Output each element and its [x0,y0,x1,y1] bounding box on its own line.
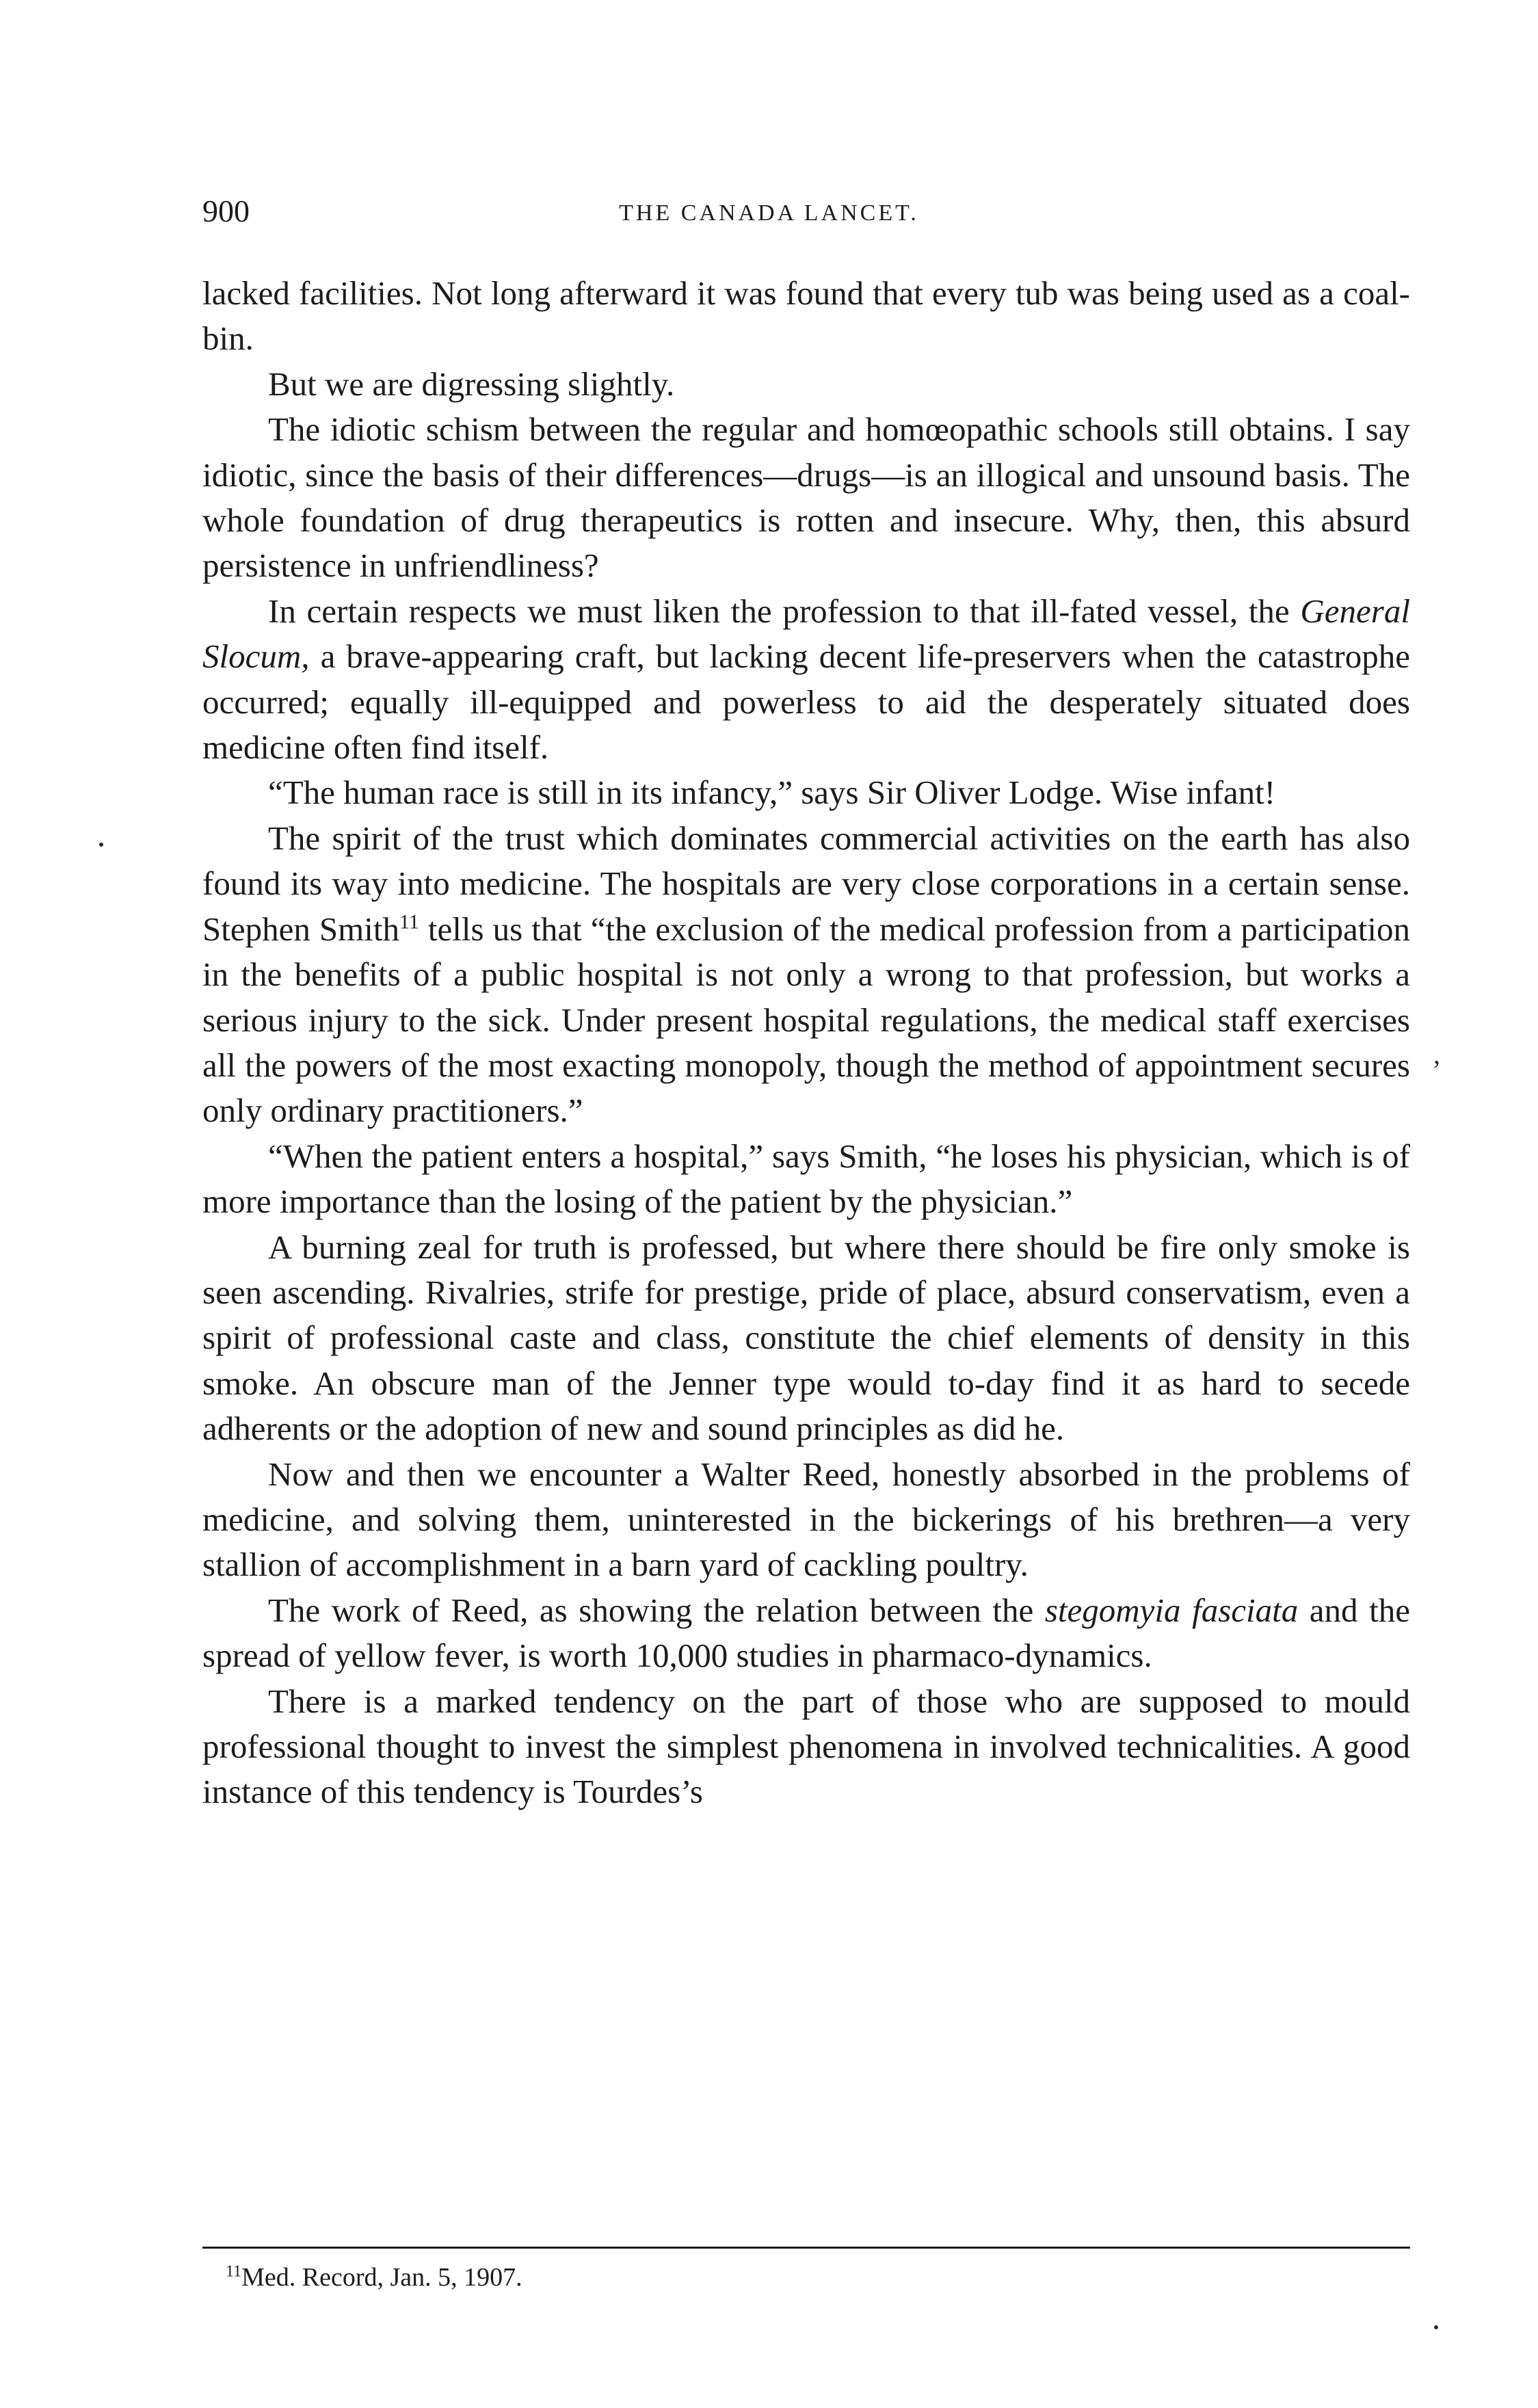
italic-term: stegomyia fasciata [1044,1591,1299,1629]
paragraph [202,1225,1410,1452]
text-run: The work of Reed, as showing the relation between the [268,1591,1045,1629]
text-run: and the spread of yellow fever, is worth 10,000 studies in pharmaco-dynamics. [202,1591,1410,1675]
italic-term: General Slocum, [202,592,1410,676]
text-run: But we are digressing slightly. [268,365,675,403]
text-run: In certain respects we must liken the profession to that ill-fated vessel, the [268,592,1301,630]
paragraph [202,362,1410,407]
page-number: 900 [202,194,250,228]
paragraph [202,770,1410,815]
paragraph [202,1679,1410,1815]
text-run: There is a marked tendency on the part of those who are supposed to mould professional thought to invest the simplest phenomena in involved technicalities. A good instance of this tendency is Tourdes’s [202,1682,1410,1811]
text-run: The idiotic schism between the regular and homœopathic schools still obtains. I say idiotic, since the basis of their differences—drugs—is an illogical and unsound basis. The whole foundation of drug therapeutics is rotten and insecure. Why, then, this absurd persistence in unfriendliness? [202,410,1410,585]
text-run: “The human race is still in its infancy,” says Sir Oliver Lodge. Wise infant! [268,773,1276,812]
paragraph [202,1588,1410,1679]
footnote-divider [202,2247,1410,2249]
paragraph [202,407,1410,589]
margin-tick-right: ʼ [1432,1055,1442,1085]
text-run: A burning zeal for truth is professed, but where there should be fire only smoke is seen ascending. Rivalries, strife for prestige, pride of place, absurd conservatism, even a spirit of professional caste and class, constitute the chief elements of density in this smoke. An obscure man of the Jenner type would to-day find it as hard to secede adherents or the adoption of new and sound principles as did he. [202,1228,1410,1448]
margin-dot-left [99,843,103,847]
text-run: a brave-appearing craft, but lacking decent life-preservers when the catastrophe occurred; equally ill-equipped and powerless to aid the desperately situated does medicine often find itself. [202,637,1410,767]
text-run: Now and then we encounter a Walter Reed, honestly absorbed in the problems of medicine, and solving them, uninterested in the bickerings of his brethren—a very stallion of accomplishment in a barn yard of cackling poultry. [202,1455,1410,1584]
paragraph [202,271,1410,362]
text-run: tells us that “the exclusion of the medical profession from a participation in the benefits of a public hospital is not only a wrong to that profession, but works a serious injury to the sick. Under present hospital regulations, the medical staff exercises all the powers of the most exacting monopoly, though the method of appointment secures only ordinary practitioners.” [202,910,1410,1130]
text-run: “When the patient enters a hospital,” says Smith, “he loses his physician, which is of more importance than the losing of the patient by the physician.” [202,1137,1410,1221]
paragraph [202,816,1410,1134]
footnote [226,2261,522,2294]
text-run: lacked facilities. Not long afterward it was found that every tub was being used as a coal-bin. [202,274,1410,358]
footnote-text: Med. Record, Jan. 5, 1907. [241,2263,522,2292]
paragraph [202,1452,1410,1588]
paragraph [202,589,1410,771]
footnote-marker: 11 [226,2262,242,2281]
running-title: THE CANADA LANCET. [619,200,919,226]
margin-dot-right [1434,2325,1438,2329]
footnote-reference: 11 [399,910,419,934]
paragraph [202,1134,1410,1225]
text-run: The spirit of the trust which dominates commercial activities on the earth has also found its way into medicine. The hospitals are very close corporations in a certain sense. Stephen Smith [202,819,1410,948]
article-body [202,271,1410,1815]
